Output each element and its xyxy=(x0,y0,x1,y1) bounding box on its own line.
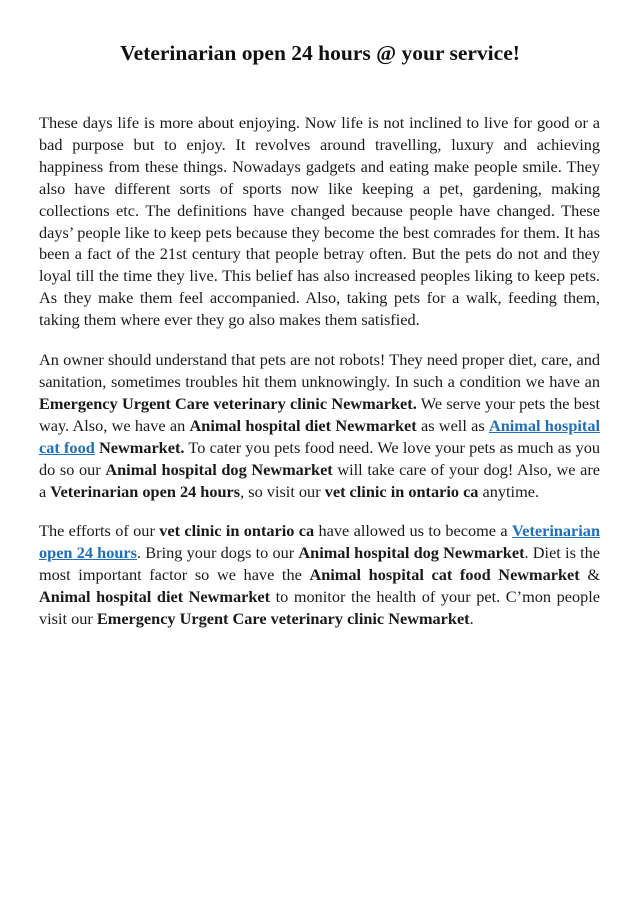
text-run: . Bring your dogs to our xyxy=(137,543,299,563)
text-run: We serve your pets the best way. Also, we have an xyxy=(39,393,600,435)
text-run: as well as xyxy=(416,415,489,435)
text-run: have allowed us to become a xyxy=(314,521,512,541)
text-run: . Diet is the most important factor so we have the xyxy=(39,543,601,585)
inline-link[interactable]: Animal hospital cat food xyxy=(39,415,600,457)
bold-phrase: Animal hospital cat food Newmarket xyxy=(309,565,580,585)
text-run: & xyxy=(579,565,600,585)
text-run: to monitor the health of your pet. C’mon people visit our xyxy=(39,587,600,629)
text-run: anytime. xyxy=(478,481,540,501)
bold-phrase: Animal hospital dog Newmarket xyxy=(105,459,333,479)
bold-phrase: Veterinarian open 24 hours xyxy=(50,481,241,501)
bold-phrase: Animal hospital diet Newmarket xyxy=(39,587,271,607)
bold-phrase: Emergency Urgent Care veterinary clinic Newmarket. xyxy=(39,393,417,413)
paragraph-services xyxy=(39,349,600,502)
text-run: An owner should understand that pets are not robots! They need proper diet, care, and sanitation, sometimes troubles hit them unknowingly. In such a condition we have an xyxy=(39,350,600,391)
text-run: , so visit our xyxy=(240,481,325,501)
text-run: will take care of your dog! Also, we are a xyxy=(39,459,601,501)
document-title: Veterinarian open 24 hours @ your service! xyxy=(120,41,520,65)
inline-link[interactable]: Veterinarian open 24 hours xyxy=(39,521,600,563)
paragraph-intro xyxy=(39,112,600,331)
text-run: To cater you pets food need. We love your pets as much as you do so our xyxy=(39,437,601,479)
bold-phrase: vet clinic in ontario ca xyxy=(324,481,479,501)
bold-phrase: Newmarket. xyxy=(99,437,185,457)
bold-phrase: Emergency Urgent Care veterinary clinic Newmarket xyxy=(96,609,470,629)
text-run: . xyxy=(469,609,474,629)
text-run: These days life is more about enjoying. Now life is not inclined to live for good or a bad purpose but to enjoy. It revolves around travelling, luxury and achieving happiness from these things. Nowadays gadgets and eating make people smile. They also have different sorts of sports now like keeping a pet, gardening, making collections etc. The definitions have changed because people have changed. These days’ people like to keep pets because they become the best comrades for them. It has been a fact of the 21st century that people betray often. But the pets do not and they loyal till the time they live. This belief has also increased peoples liking to keep pets. As they make them feel accompanied. Also, taking pets for a walk, feeding them, taking them where ever they go also makes them satisfied. xyxy=(39,113,600,330)
bold-phrase: Animal hospital dog Newmarket xyxy=(298,543,525,563)
bold-phrase: Animal hospital diet Newmarket xyxy=(189,415,417,435)
text-run: The efforts of our xyxy=(39,521,160,541)
bold-phrase: vet clinic in ontario ca xyxy=(159,521,315,541)
document-body xyxy=(39,112,600,648)
paragraph-efforts xyxy=(39,520,600,630)
